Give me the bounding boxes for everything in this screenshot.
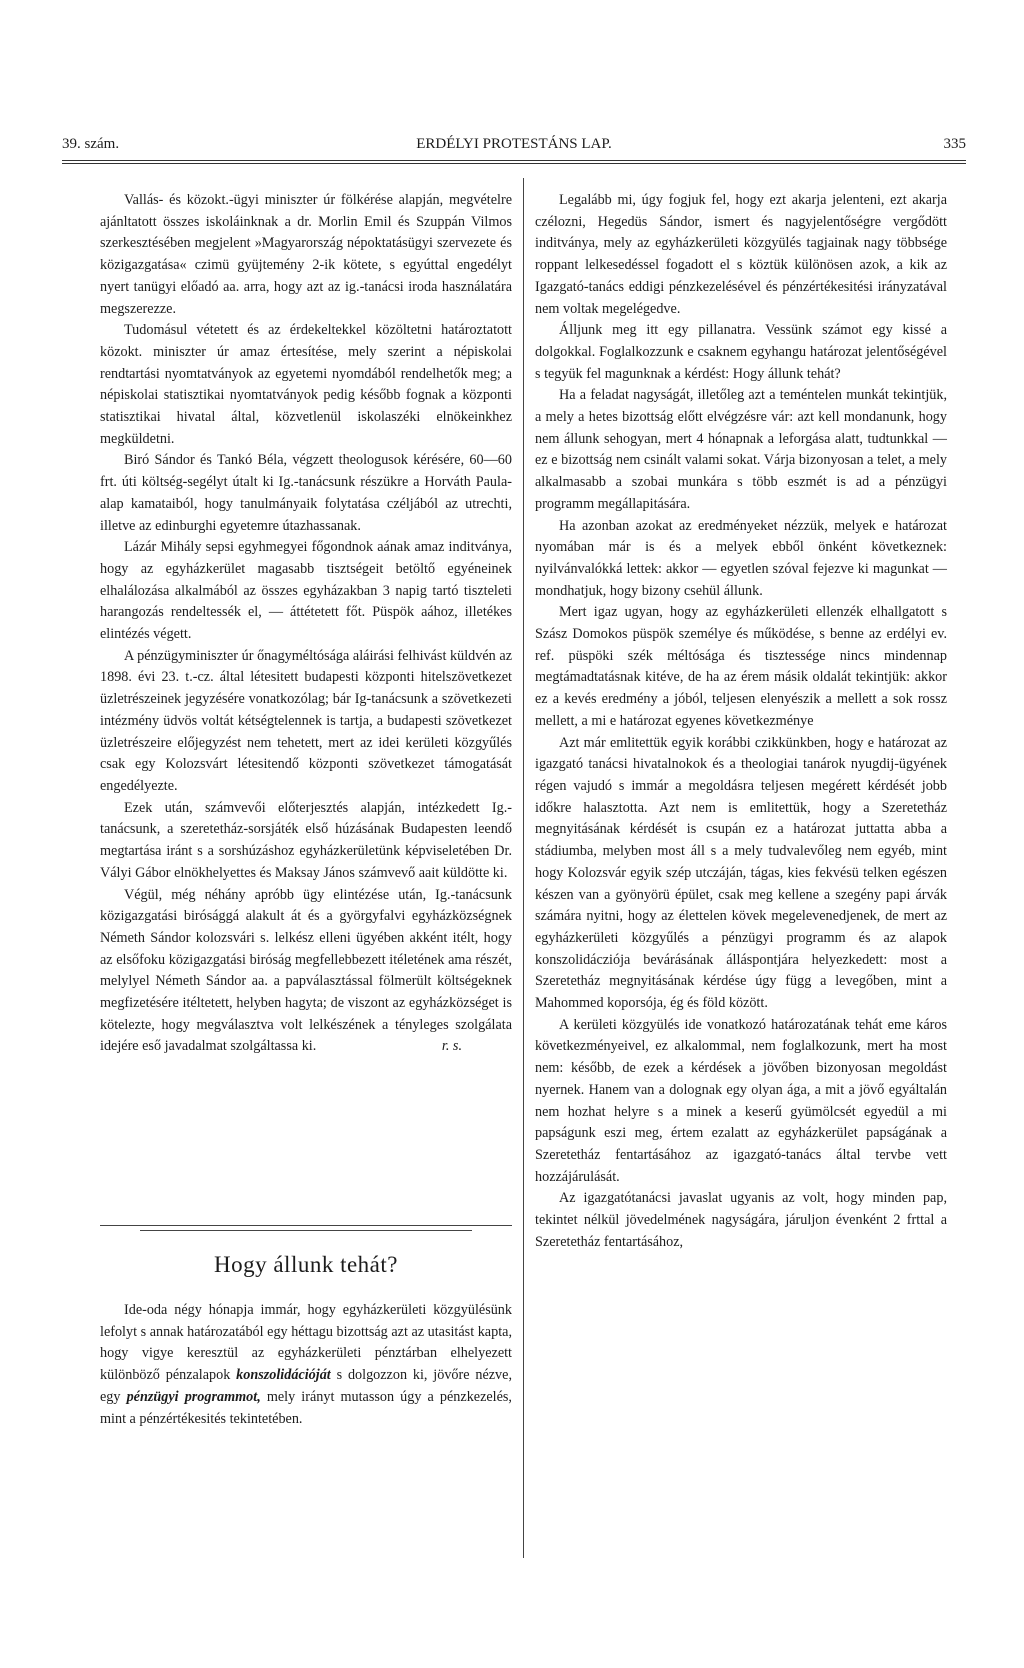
paragraph bbox=[100, 1300, 512, 1430]
journal-title: ERDÉLYI PROTESTÁNS LAP. bbox=[416, 136, 612, 152]
paragraph: Vallás- és közokt.-ügyi miniszter úr fölkérése alapján, megvételre ajánltatott összes iskoláinknak a dr. Morlin Emil és Szuppán Vilmos szerkesztésében megjelent »Magyarország népoktatásügyi szervezete és közigazgatása« czimü gyüjtemény 2-ik kötete, s egyúttal engedélyt nyert tanügyi előadó aa. arra, hogy azt az ig.-tanácsi iroda használatára megszerezze. bbox=[100, 192, 512, 317]
paragraph: Biró Sándor és Tankó Béla, végzett theologusok kérésére, 60—60 frt. úti költség-segélyt útalt ki Ig.-tanácsunk részükre a Horváth Paula-alap kamataiból, hogy tanulmányaik folytatása czéljából az utrechti, illetve az edinburghi egyetemre útazhassanak. bbox=[100, 452, 512, 534]
issue-number: 39. szám. bbox=[62, 136, 120, 152]
paragraph: Legalább mi, úgy fogjuk fel, hogy ezt akarja jelenteni, ezt akarja czélozni, Hegedüs Sándor, ismert és nagyjelentőségre vergődött inditványa, mely az egyházkerületi közgyülés tagjainak nagy többsége roppant lelkesedéssel fogadott el s köztük különösen azok, a kik az Igazgató-tanács eddigi pénzkezelésével és pénzértékesitési irányzatával nem voltak megelégedve. bbox=[535, 192, 947, 317]
article-title: Hogy állunk tehát? bbox=[213, 1252, 398, 1277]
paragraph bbox=[100, 885, 512, 1059]
paragraph: Ezek után, számvevői előterjesztés alapján, intézkedett Ig.-tanácsunk, a szeretetház-sorsjáték első húzásának Budapesten leendő megtartása iránt s a sorshúzáshoz egyházkerületünk képviseletében Dr. Vályi Gábor elnökhelyettes és Maksay János számvevő aait küldötte ki. bbox=[100, 799, 512, 881]
paragraph: Ha a feladat nagyságát, illetőleg azt a teméntelen munkát tekintjük, a mely a hetes bizottság előtt elvégzésre vár: azt kell mondanunk, hogy nem állunk sehogyan, mert 4 hónapnak a leforgása alatt, tudtunkkal — ez e bizottság nem csinált valami sokat. Várja bizonyosan a telet, a mely alkalmasabb a szobai munkára s több eszmét is ad a pénzügyi programm megállapitására. bbox=[535, 387, 947, 512]
header-rule-thin bbox=[62, 163, 966, 164]
column-divider bbox=[523, 178, 524, 1558]
signature: r. s. bbox=[441, 1038, 462, 1055]
article-intro bbox=[100, 1300, 512, 1430]
paragraph: A kerületi közgyülés ide vonatkozó határozatának tehát eme káros következményeivel, ez alkalommal, nem foglalkozunk, mert ha most nem: később, de ezek a kérdések a jövőben bizonyosan megoldást nyernek. Hanem van a dolognak egy olyan ága, a mit a jövő egyáltalán nem hozhat helyre s a minek a keserű gyümölcsét egyedül a mi papságunk eszi meg, értem ezalatt az egyházkerület papságának a Szeretetház fentartásához az igazgató-tanács által tervbe vett hozzájárulását. bbox=[535, 1016, 947, 1185]
paragraph: Az igazgatótanácsi javaslat ugyanis az volt, hogy minden pap, tekintet nélkül jövedelmének nagyságára, járuljon évenként 2 frttal a Szeretetház fentartásához, bbox=[535, 1190, 947, 1250]
paragraph: Tudomásul vétetett és az érdekeltekkel közöltetni határoztatott közokt. miniszter úr amaz értesítése, mely szerint a népiskolai rendtartási nyomtatványok az egyetemi nyomdából rendelhetők meg; a népiskolai statisztikai nyomtatványok pedig később fognak a központi statisztikai hivatal által, közvetlenül iskolaszéki elnökeinkhez megküldetni. bbox=[100, 322, 512, 447]
paragraph: Lázár Mihály sepsi egyhmegyei főgondnok aának amaz inditványa, hogy az egyházkerület magasabb tisztségeit betöltő egyéneinek elhalálozása alkalmából az összes egyházakban 3 napig tartó tiszteleti harangozás rendeltessék el, — áttétetett főt. Püspök aához, illetékes elintézés végett. bbox=[100, 539, 512, 643]
text-run: Ide-oda négy hónapja immár, hogy egyházkerületi közgyülésünk lefolyt s annak határozatából egy héttagu bizottság azt az utasitást kapta, hogy vigye keresztül az egyházkerületi pénztárban elhelyezett különböző pénzalapok bbox=[100, 1302, 512, 1384]
paragraph: Álljunk meg itt egy pillanatra. Vessünk számot egy kissé a dolgokkal. Foglalkozzunk e csaknem egyhangu határozat jelentőségével s tegyük fel magunknak a kérdést: Hogy állunk tehát? bbox=[535, 322, 947, 382]
paragraph: A pénzügyminiszter úr őnagyméltósága aláirási felhivást küldvén az 1898. évi 23. t.-cz. által létesitett budapesti központi hitelszövetkezet üzletrészeinek jegyzésére vonatkozólag; bár Ig-tanácsunk a szövetkezeti intézmény üdvös voltát kétségtelennek is tartja, a budapesti szövetkezet üzletrészeire előjegyzést nem tehetett, mert az idei kerületi közgyűlés csak egy Kolozsvárt létesitendő központi szövetkezet támogatását engedélyezte. bbox=[100, 647, 512, 794]
emphasis: pénzügyi programmot, bbox=[126, 1388, 261, 1405]
paragraph: Mert igaz ugyan, hogy az egyházkerületi ellenzék elhallgatott s Szász Domokos püspök személye és működése, s benne az erdélyi ev. ref. püspöki szék méltósága és tisztessége nincs mindennap megtámadtatásnak kitéve, de ha az érem másik oldalát tekintjük: akkor ez a kevés eredmény a jóból, teljesen elenyészik a mellett a sok rossz mellett, a mi e határozat egyenes következménye bbox=[535, 604, 947, 729]
left-column bbox=[100, 190, 512, 1058]
text-run: mely irányt mutasson úgy a pénzkezelés, mint a pénzértékesités tekintetében. bbox=[100, 1388, 512, 1427]
section-separator bbox=[100, 1225, 512, 1231]
text-run: s dolgozzon ki, jövőre nézve, egy bbox=[100, 1367, 512, 1405]
right-column bbox=[535, 190, 947, 1253]
paragraph: Ha azonban azokat az eredményeket nézzük, melyek e határozat nyomában már is és a melyek ebből önként következnek: nyilvánvalókká lettek: akkor — egyetlen szóval fejezve ki magunkat — mondhatjuk, hogy bizony csehül állunk. bbox=[535, 517, 947, 599]
paragraph-text: Végül, még néhány apróbb ügy elintézése után, Ig.-tanácsunk közigazgatási birósággá alakult át és a györgyfalvi egyházközségnek Németh Sándor kolozsvári s. lelkész elleni ügyében akként itélt, hogy az elsőfoku közigazgatási biróság megfellebbezett itéletének ama részét, melylyel Németh Sándor aa. a papválasztással fölmerült költségeknek megfizetésére itéltetett, helyben hagyta; de viszont az egyházközséget is kötelezte, hogy megválasztva volt lelkészének a tényleges szolgálata idejére eső javadalmat szolgáltassa ki. bbox=[100, 886, 512, 1055]
page-number: 335 bbox=[943, 136, 966, 152]
header-rule bbox=[62, 160, 966, 161]
emphasis: konszolidációját bbox=[236, 1367, 331, 1384]
running-head bbox=[62, 136, 966, 156]
paragraph: Azt már emlitettük egyik korábbi czikkünkben, hogy e határozat az igazgató tanácsi hivatalnokok és a theologiai tanárok nyugdij-ügyének régen vajudó s immár a megoldásra teljesen megérett kérdését jobb időkre halasztotta. Azt nem is emlitettük, hogy a Szeretetház megnyitásának kérdését is csupán ez a határozat juttatta abba a stádiumba, melyben most áll s a mely tudvalevőleg nem egyéb, mint hogy Kolozsvár egyik szép utczáján, tágas, kies fekvésü telken egészen készen van a gyönyörü épület, csak meg kellene a szegény papi árvák számára nyitni, hogy az élettelen kövek megelevenedjenek, de mert az egyházkerületi közgyűlés a pénzügyi programm és az alapok konszolidácziója bevárásának álláspontjára helyezkedett: most a Szeretetház megnyitásának kérdése úgy függ a levegőben, mint a Mahommed koporsója, ég és föld között. bbox=[535, 734, 947, 1012]
